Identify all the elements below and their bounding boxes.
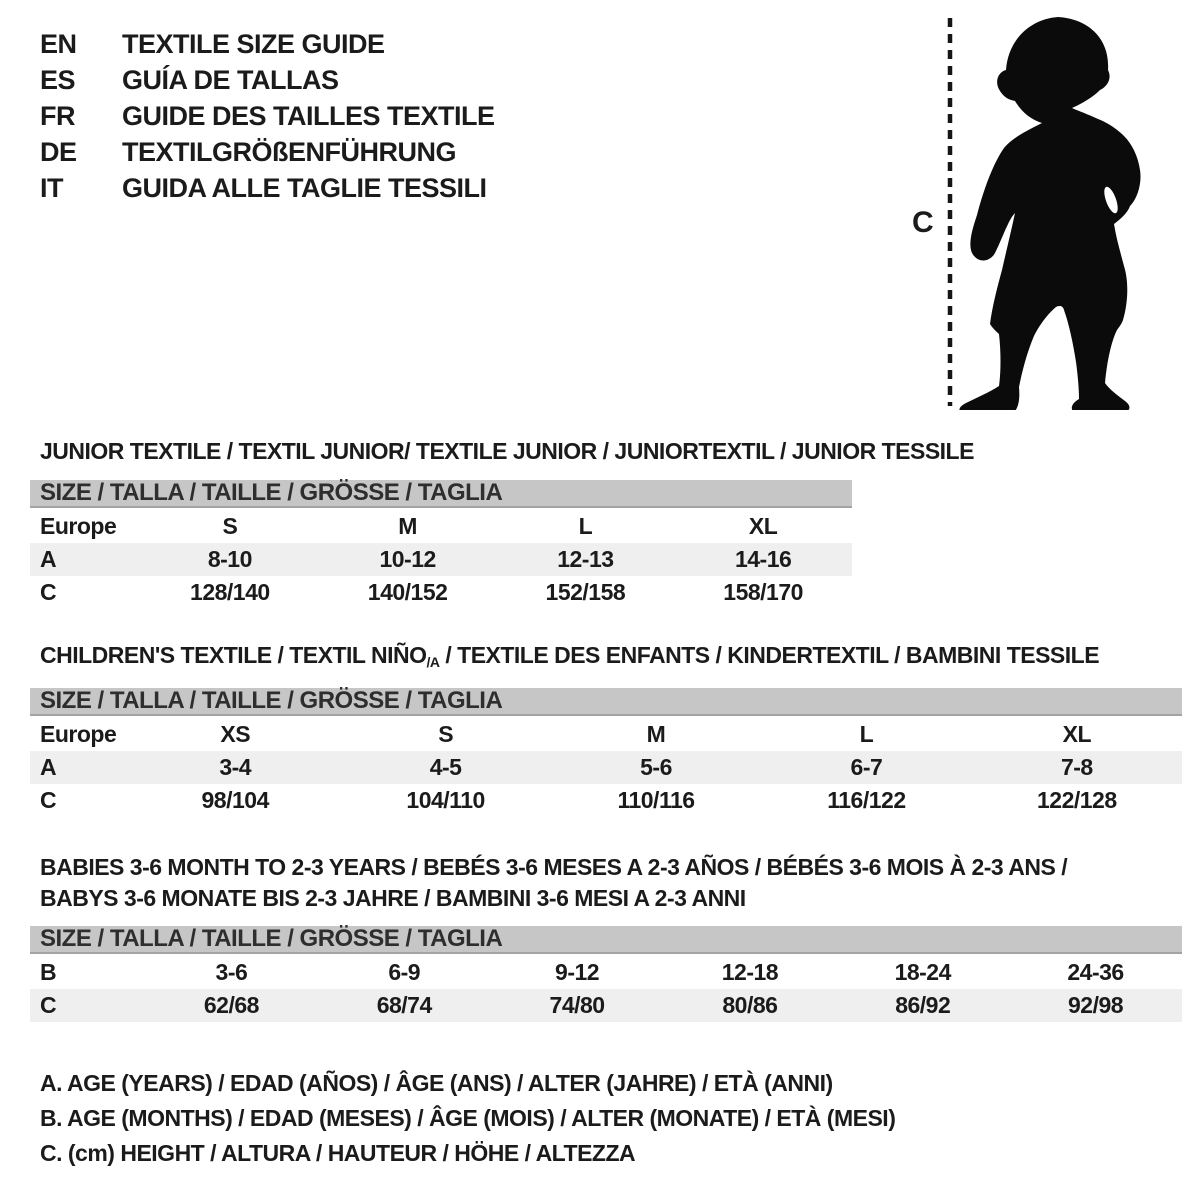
row-label: Europe [40, 513, 117, 539]
language-row [40, 134, 495, 170]
months-cell: 3-6 [215, 959, 248, 985]
legend-age-months: B. AGE (MONTHS) / EDAD (MESES) / ÂGE (MOIS) / ALTER (MONATE) / ETÀ (MESI) [40, 1105, 896, 1131]
legend-height-cm: C. (cm) HEIGHT / ALTURA / HAUTEUR / HÖHE / ALTEZZA [40, 1140, 636, 1166]
size-header-bar: SIZE / TALLA / TAILLE / GRÖSSE / TAGLIA [30, 926, 1182, 954]
language-code: ES [40, 64, 76, 95]
size-cell: S [438, 721, 454, 747]
table-row-age [30, 543, 852, 576]
months-cell: 18-24 [894, 959, 951, 985]
height-cell: 80/86 [722, 992, 778, 1018]
height-cell: 116/122 [827, 787, 906, 813]
row-label: C [40, 579, 57, 605]
guide-title: GUIDA ALLE TAGLIE TESSILI [122, 172, 487, 203]
height-cell: 86/92 [895, 992, 951, 1018]
months-cell: 24-36 [1067, 959, 1124, 985]
row-label: A [40, 754, 57, 780]
age-cell: 7-8 [1060, 754, 1093, 780]
height-measure-label: C [912, 206, 934, 239]
months-cell: 9-12 [555, 959, 600, 985]
language-code: DE [40, 136, 77, 167]
children-title-post: / TEXTILE DES ENFANTS / KINDERTEXTIL / BAMBINI TESSILE [439, 642, 1100, 668]
table-row-sizes [30, 718, 1182, 751]
row-label: Europe [40, 721, 117, 747]
size-cell: XL [1062, 721, 1092, 747]
guide-title: TEXTILGRÖßENFÜHRUNG [122, 136, 456, 167]
table-row-height [30, 989, 1182, 1022]
language-code: IT [40, 172, 63, 203]
height-cell: 110/116 [617, 787, 695, 813]
age-cell: 8-10 [207, 546, 252, 572]
height-cell: 62/68 [203, 992, 259, 1018]
size-cell: M [398, 513, 417, 539]
age-cell: 4-5 [429, 754, 462, 780]
height-cell: 152/158 [545, 579, 626, 605]
babies-title-line2: BABYS 3-6 MONATE BIS 2-3 JAHRE / BAMBINI 3-6 MESI A 2-3 ANNI [40, 885, 746, 911]
size-header-bar: SIZE / TALLA / TAILLE / GRÖSSE / TAGLIA [30, 688, 1182, 716]
children-section-title [40, 642, 1099, 669]
toddler-silhouette-icon [900, 10, 1160, 410]
age-cell: 14-16 [734, 546, 792, 572]
guide-title: GUÍA DE TALLAS [122, 64, 339, 95]
table-row-age [30, 751, 1182, 784]
table-row-height [30, 576, 852, 609]
babies-section-title [40, 852, 1067, 914]
months-cell: 12-18 [721, 959, 779, 985]
language-row [40, 26, 495, 62]
months-cell: 6-9 [388, 959, 421, 985]
children-title-pre: CHILDREN'S TEXTILE / TEXTIL NIÑO [40, 642, 427, 668]
children-title-sub: /A [426, 654, 440, 670]
row-label: C [40, 787, 57, 813]
age-cell: 10-12 [379, 546, 436, 572]
size-cell: S [222, 513, 238, 539]
height-cell: 122/128 [1037, 787, 1117, 813]
junior-section-title: JUNIOR TEXTILE / TEXTIL JUNIOR/ TEXTILE JUNIOR / JUNIORTEXTIL / JUNIOR TESSILE [40, 438, 974, 464]
height-cell: 140/152 [367, 579, 448, 605]
guide-title: TEXTILE SIZE GUIDE [122, 28, 385, 59]
measure-legend [40, 1066, 895, 1171]
legend-age-years: A. AGE (YEARS) / EDAD (AÑOS) / ÂGE (ANS) / ALTER (JAHRE) / ETÀ (ANNI) [40, 1070, 833, 1096]
table-row-sizes [30, 510, 852, 543]
language-row [40, 62, 495, 98]
table-row-height [30, 784, 1182, 817]
row-label: A [40, 546, 57, 572]
height-cell: 104/110 [406, 787, 485, 813]
table-row-months [30, 956, 1182, 989]
height-cell: 74/80 [549, 992, 605, 1018]
babies-title-line1: BABIES 3-6 MONTH TO 2-3 YEARS / BEBÉS 3-6 MESES A 2-3 AÑOS / BÉBÉS 3-6 MOIS À 2-3 ANS / [40, 854, 1068, 880]
size-header-bar: SIZE / TALLA / TAILLE / GRÖSSE / TAGLIA [30, 480, 852, 508]
size-cell: XL [748, 513, 778, 539]
row-label: C [40, 992, 57, 1018]
height-cell: 92/98 [1068, 992, 1124, 1018]
age-cell: 3-4 [219, 754, 252, 780]
height-cell: 68/74 [376, 992, 432, 1018]
language-row [40, 170, 495, 206]
babies-table [30, 926, 1182, 1022]
height-cell: 98/104 [201, 787, 269, 813]
age-cell: 6-7 [850, 754, 883, 780]
language-code: FR [40, 100, 75, 131]
language-row [40, 98, 495, 134]
size-cell: L [859, 721, 874, 747]
height-cell: 128/140 [190, 579, 270, 605]
junior-table [30, 480, 852, 609]
age-cell: 5-6 [640, 754, 672, 780]
language-code: EN [40, 28, 77, 59]
size-cell: XS [220, 721, 251, 747]
size-cell: M [646, 721, 666, 747]
children-table [30, 688, 1182, 817]
row-label: B [40, 959, 57, 985]
language-title-list [40, 26, 495, 206]
height-cell: 158/170 [723, 579, 803, 605]
guide-title: GUIDE DES TAILLES TEXTILE [122, 100, 495, 131]
size-cell: L [578, 513, 593, 539]
age-cell: 12-13 [557, 546, 614, 572]
